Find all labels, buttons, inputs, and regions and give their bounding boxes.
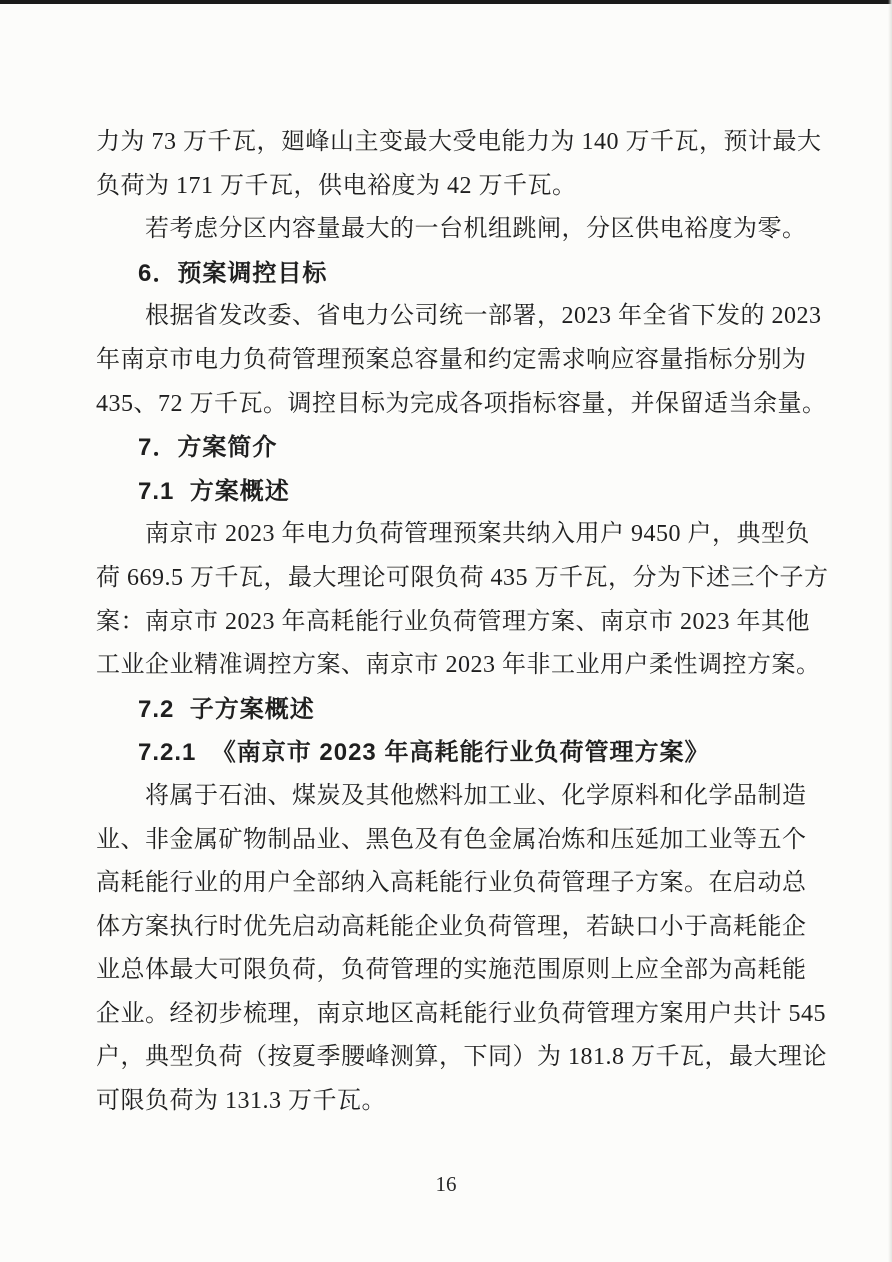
- paragraph-line: 年南京市电力负荷管理预案总容量和约定需求响应容量指标分别为: [96, 346, 807, 373]
- paragraph-line: 业、非金属矿物制品业、黑色及有色金属冶炼和压延加工业等五个: [96, 826, 807, 853]
- right-edge-shadow: [888, 0, 892, 1262]
- paragraph-line: 南京市 2023 年电力负荷管理预案共纳入用户 9450 户，典型负: [145, 521, 810, 548]
- paragraph-line: 若考虑分区内容量最大的一台机组跳闸，分区供电裕度为零。: [145, 216, 807, 243]
- section-heading-6: 6．预案调控目标: [138, 259, 328, 287]
- section-heading-7-2: 7.2 子方案概述: [138, 695, 315, 723]
- paragraph-line: 案：南京市 2023 年高耗能行业负荷管理方案、南京市 2023 年其他: [96, 608, 810, 635]
- section-heading-7-2-1: 7.2.1 《南京市 2023 年高耗能行业负荷管理方案》: [138, 739, 710, 767]
- paragraph-line: 力为 73 万千瓦，廻峰山主变最大受电能力为 140 万千瓦，预计最大: [96, 129, 822, 155]
- paragraph-line: 435、72 万千瓦。调控目标为完成各项指标容量，并保留适当余量。: [96, 390, 827, 417]
- paragraph-line: 户，典型负荷（按夏季腰峰测算，下同）为 181.8 万千瓦，最大理论: [96, 1044, 827, 1071]
- paragraph-line: 负荷为 171 万千瓦，供电裕度为 42 万千瓦。: [96, 172, 577, 199]
- paragraph-line: 企业。经初步梳理，南京地区高耗能行业负荷管理方案用户共计 545: [96, 1000, 826, 1027]
- page-number: 16: [435, 1172, 457, 1196]
- paragraph-line: 高耗能行业的用户全部纳入高耗能行业负荷管理子方案。在启动总: [96, 870, 807, 897]
- section-heading-7: 7．方案简介: [138, 434, 278, 462]
- paragraph-line: 根据省发改委、省电力公司统一部署，2023 年全省下发的 2023: [145, 303, 822, 330]
- paragraph-line: 体方案执行时优先启动高耗能企业负荷管理，若缺口小于高耗能企: [96, 913, 807, 940]
- top-edge-band: [0, 0, 892, 4]
- paragraph-line: 工业企业精准调控方案、南京市 2023 年非工业用户柔性调控方案。: [96, 652, 821, 679]
- paragraph-line: 荷 669.5 万千瓦，最大理论可限负荷 435 万千瓦，分为下述三个子方: [96, 564, 829, 591]
- paragraph-line: 业总体最大可限负荷，负荷管理的实施范围原则上应全部为高耗能: [96, 957, 807, 984]
- document-content: [96, 121, 829, 1124]
- paragraph-line: 可限负荷为 131.3 万千瓦。: [96, 1088, 386, 1115]
- section-heading-7-1: 7.1 方案概述: [138, 477, 290, 505]
- paragraph-line: 将属于石油、煤炭及其他燃料加工业、化学原料和化学品制造: [145, 782, 807, 809]
